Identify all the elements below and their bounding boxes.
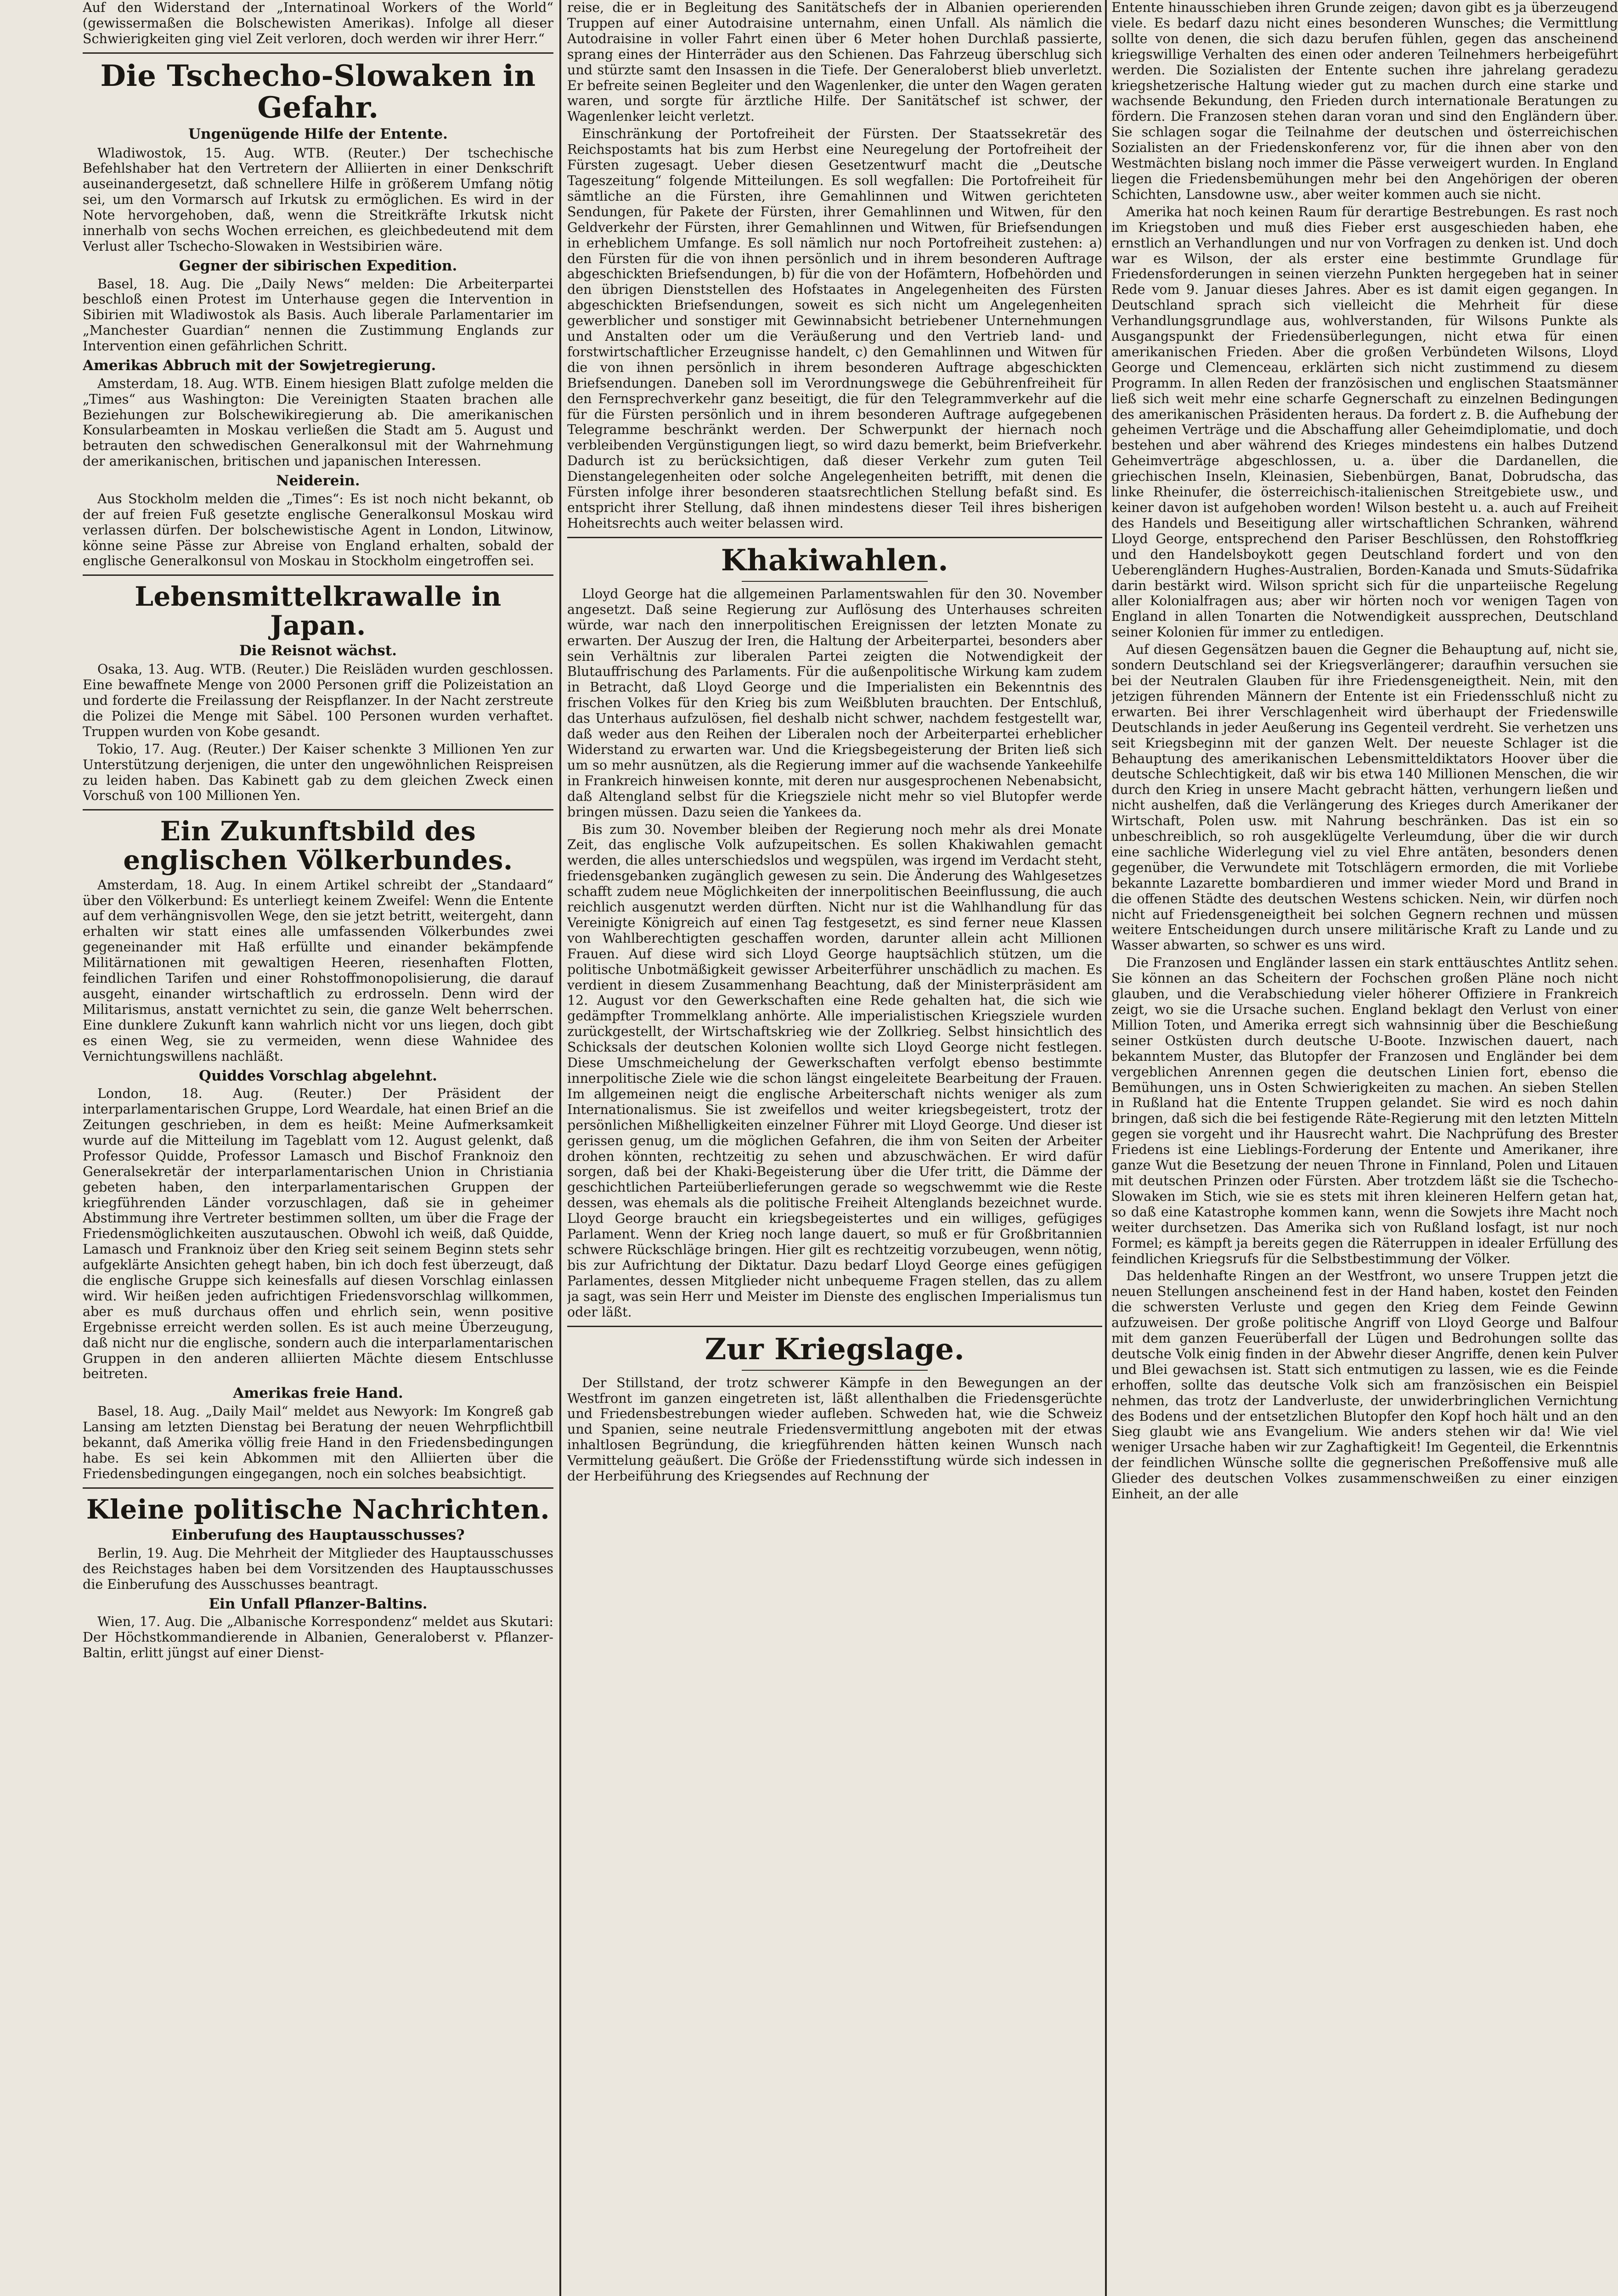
article-subtitle: Die Reisnot wächst. (239, 642, 397, 659)
article-title: Ein Zukunftsbild des englischen Völkerbundes. (123, 816, 513, 876)
article-paragraph: Das heldenhafte Ringen an der Westfront, wo unsere Truppen jetzt die neuen Stellungen anscheinend fest in der Hand haben, kostet den Feinden die schwersten Verluste und gegen den Krieg dem Feinde Gewinn aufzuweisen. Der große politische Angriff von Lloyd George und Balfour mit dem ganzen Feuerüberfall der Lügen und Bedrohungen sollte das deutsche Volk einig finden in der Abwehr dieser Angriffe, denen kein Pulver und Blei gewachsen ist. Statt sich entmutigen zu lassen, wie es die Feinde erhoffen, sollte das deutsche Volk sich am französischen ein Beispiel nehmen, das trotz der Landverluste, der unwiderbringlichen Vernichtung des Bodens und der entsetzlichen Blutopfer den Kopf hoch hält und an den Sieg glaubt wie ans Evangelium. Wie anders stehen wir da! Wie viel weniger Ursache haben wir zur Zaghaftigkeit! Im Gegenteil, die Erkenntnis der feindlichen Wünsche sollte die gegnerischen Preßoffensive muß alle Glieder des deutschen Volkes zusammenschweißen zu einer einzigen Einheit, an der alle (1111, 1268, 1618, 1502)
article-paragraph: Amerika hat noch keinen Raum für derartige Bestrebungen. Es rast noch im Kriegstoben und muß dies Fieber erst ausgeschieden haben, ehe ernstlich an Verhandlungen und nur von Vorfragen zu denken ist. Und doch war es Wilson, der als erster eine bestimmte Grundlage für Friedensforderungen in seinen vierzehn Punkten hergegeben hat in seiner Rede vom 9. Januar dieses Jahres. Aber es ist damit eigen gegangen. In Deutschland sprach sich vielleicht die Mehrheit für diese Verhandlungsgrundlage aus, wohlverstanden, für Wilsons Punkte als Ausgangspunkt der Friedensüberlegungen, nicht etwa für einen amerikanischen Frieden. Aber die großen Verbündeten Wilsons, Lloyd George und Clemenceau, erklärten sich nicht zustimmend zu diesem Programm. In allen Reden der französischen und englischen Staatsmänner ließ sich weit mehr eine scharfe Gegnerschaft zu einzelnen Bedingungen des amerikanischen Präsidenten heraus. Da fordert z. B. die Aufhebung der geheimen Verträge und die Abschaffung aller Geheimdiplomatie, und doch bestehen und aber während des Krieges mindestens ein halbes Dutzend Geheimverträge abgeschlossen, u. a. über die Dardanellen, die griechischen Inseln, Kleinasien, Siebenbürgen, Banat, Dobrudscha, das linke Rheinufer, die österreichisch-italienischen Streitgebiete usw., und keiner davon ist aufgehoben worden! Wilson besteht u. a. auch auf Freiheit des Handels und Beseitigung aller wirtschaftlichen Schranken, während Lloyd George, entsprechend den Pariser Beschlüssen, den Rohstoffkrieg und den Handelsboykott gegen Deutschland fordert und von den Ueberengländern Hughes-Australien, Borden-Kanada und Smuts-Südafrika darin bestärkt wird. Wilson spricht sich für die unparteiische Regelung aller Kolonialfragen aus; aber wir hörten noch vor wenigen Tagen von England in allen Tonarten die Notwendigkeit aussprechen, Deutschland seiner Kolonien für immer zu entledigen. (1111, 204, 1618, 640)
article-title: Die Tschecho-Slowaken in Gefahr. (100, 58, 536, 125)
divider (83, 1487, 553, 1489)
section-heading: Gegner der sibirischen Expedition. (179, 257, 457, 274)
article-subtitle: Ungenügende Hilfe der Entente. (188, 125, 448, 142)
column-left (83, 0, 553, 2296)
article-paragraph: Aus Stockholm melden die „Times“: Es ist noch nicht bekannt, ob der auf freien Fuß gesetzte englische Generalkonsul Moskau wird verlassen dürfen. Der bolschewistische Agent in London, Litwinow, könne seine Pässe zur Abreise von England erhalten, sobald der englische Generalkonsul von Moskau in Stockholm eingetroffen sei. (83, 491, 553, 569)
article-paragraph: Die Franzosen und Engländer lassen ein stark enttäuschtes Antlitz sehen. Sie können an das Scheitern der Fochschen großen Pläne noch nicht glauben, und die Verabschiedung vieler höherer Offiziere in Frankreich zeigt, wo sie die Ursache suchen. England beklagt den Verlust von einer Million Toten, und Amerika erregt sich wahnsinnig über die Beschießung seiner Ostküsten durch deutsche U-Boote. Inzwischen dauert, nach bekanntem Muster, das Blutopfer der Franzosen und Engländer bei dem vergeblichen Anrennen gegen die deutschen Linien fort, ebenso die Bemühungen, uns in Osten Schwierigkeiten zu machen. An sieben Stellen in Rußland hat die Entente Truppen gelandet. Sie wird es noch dahin bringen, daß sich die bei festigende Räte-Regierung mit den letzten Mitteln gegen sie vorgeht und ihr Hausrecht wahrt. Die Nachprüfung des Brester Friedens ist eine Lieblings-Forderung der Entente und Amerikaner, ihre ganze Wut die Besetzung der neuen Throne in Finnland, Polen und Litauen mit deutschen Prinzen oder Fürsten. Aber trotzdem läßt sie die Tschecho-Slowaken im Stich, wie sie es stets mit ihren kleineren Helfern getan hat, so daß eine Katastrophe kommen kann, wenn die Sowjets ihre Macht noch weiter durchsetzen. Das Amerika sich von Rußland losfagt, ist nur noch Formel; es kämpft ja bereits gegen die Räterruppen in idealer Erfüllung des feindlichen Kriegsrufs für die Selbstbestimmung der Völker. (1111, 955, 1618, 1266)
divider (83, 809, 553, 810)
article-japan (83, 582, 553, 804)
article-paragraph: Amsterdam, 18. Aug. In einem Artikel schreibt der „Standaard“ über den Völkerbund: Es unterliegt keinem Zweifel: Wenn die Entente auf dem verhängnisvollen Wege, den sie jetzt betritt, weitergeht, dann erhalten wir statt eines alle umfassenden Völkerbundes zwei gegeneinander mit Haß erfüllte und einander bekämpfende Militärnationen mit gewaltigen Heeren, riesenhaften Flotten, feindlichen Tarifen und einer Rohstoffmonopolisierung, die darauf ausgeht, einander wirtschaftlich zu erdrosseln. Denn wird der Militarismus, anstatt vernichtet zu sein, die ganze Welt beherrschen. Eine dunklere Zukunft kann wahrlich nicht vor uns liegen, doch gibt es einen Weg, sie zu vermeiden, wenn diese Wahnidee des Vernichtungswillens nachläßt. (83, 877, 553, 1064)
article-paragraph: Tokio, 17. Aug. (Reuter.) Der Kaiser schenkte 3 Millionen Yen zur Unterstützung derjenigen, die unter den ungewöhnlichen Reispreisen zu leiden haben. Das Kabinett gab zu dem gleichen Zweck einen Vorschuß von 100 Millionen Yen. (83, 741, 553, 804)
column-rule (559, 0, 561, 2296)
article-war (567, 1334, 1102, 1484)
article-paragraph: Lloyd George hat die allgemeinen Parlamentswahlen für den 30. November angesetzt. Daß seine Regierung zur Auflösung des Unterhauses schreiten würde, war nach den innerpolitischen Ereignissen der letzten Monate zu erwarten. Der Auszug der Iren, die Haltung der Arbeiterpartei, besonders aber sein Verhältnis zur liberalen Partei zeigten die Notwendigkeit der Blutauffrischung des Parlaments. Für die außenpolitische Wirkung kam zudem in Betracht, daß Lloyd George und die Imperialisten ein Bekenntnis des frischen Volkes für den Krieg bis zum Weißbluten brauchten. Der Entschluß, das Unterhaus aufzulösen, fiel deshalb nicht schwer, nachdem festgestellt war, daß weder aus den Reihen der Liberalen noch der Arbeiterpartei erheblicher Widerstand zu erwarten war. Und die Kriegsbegeisterung der Briten ließ sich um so mehr ausnützen, als die Regierung immer auf die wachsende Yankeehilfe in Frankreich hinweisen konnte, mit deren nur ausgesprochenen Nebenabsicht, daß Altengland selbst für die Kriegsziele nicht mehr so viel Blutopfer werde bringen müssen. Dazu seien die Yankees da. (567, 586, 1102, 820)
article-czech (83, 60, 553, 569)
article-paragraph: Einschränkung der Portofreiheit der Fürsten. Der Staatssekretär des Reichspostamts hat bis zum Herbst eine Neuregelung der Portofreiheit der Fürsten zugesagt. Ueber diesen Gesetzentwurf macht die „Deutsche Tageszeitung“ folgende Mitteilungen. Es soll wegfallen: Die Portofreiheit für sämtliche an die Fürsten, ihre Gemahlinnen und Witwen gerichteten Sendungen, für Pakete der Fürsten, ihrer Gemahlinnen und Witwen, für den Geldverkehr der Fürsten, ihrer Gemahlinnen und Witwen, für Briefsendungen in erheblichem Umfange. Es soll nämlich nur noch Portofreiheit zustehen: a) den Fürsten für die von ihnen persönlich und in ihrem besonderen Auftrage abgeschickten Briefsendungen, b) für die von der Hofämtern, Hofbehörden und den übrigen Dienststellen des Hofstaates in Angelegenheiten des Fürsten abgeschickten Briefsendungen, soweit es sich nicht um Angelegenheiten gewerblicher und sonstiger mit Gewinnabsicht betriebener Unternehmungen und Anstalten oder um die Veräußerung und den Vertrieb land- und forstwirtschaftlicher Erzeugnisse handelt, c) den Gemahlinnen und Witwen für die von ihnen persönlich in ihrem besonderen Auftrage abgeschickten Briefsendungen. Daneben soll im Verordnungswege die Gebührenfreiheit für den Fernsprechverkehr ganz beseitigt, die für den Telegrammverkehr auf die für die Fürsten persönlich und in ihrem besonderen Auftrage aufgegebenen Telegramme beschränkt werden. Der Schwerpunkt der hiernach noch verbleibenden Vergünstigungen liegt, so wird dazu bemerkt, beim Briefverkehr. Dadurch ist zu berücksichtigen, daß dieser Verkehr zum guten Teil Dienstangelegenheiten oder solche Angelegenheiten betrifft, mit denen die Fürsten infolge ihrer besonderen staatsrechtlichen Stellung befaßt sind. Es entspricht ihrer Stellung, daß ihnen mindestens dieser Teil ihres bisherigen Hoheitsrechts auch weiter belassen wird. (567, 126, 1102, 531)
divider (742, 1370, 928, 1371)
intro-text: Auf den Widerstand der „Internatinoal Workers of the World“ (gewissermaßen die Bolschewisten Amerikas). Infolge all dieser Schwierigkeiten ging viel Zeit verloren, doch werden wir ihrer Herr.“ (83, 0, 553, 46)
divider (742, 581, 928, 582)
divider (567, 537, 1102, 538)
article-paragraph: Bis zum 30. November bleiben der Regierung noch mehr als drei Monate Zeit, das englische Volk aufzupeitschen. Es sollen Khakiwahlen gemacht werden, die alles unterschiedslos und wegspülen, was irgend im Verdacht steht, friedensgebanken zugänglich gewesen zu sein. Die Änderung des Wahlgesetzes schafft zudem neue Möglichkeiten der innerpolitischen Beeinflussung, die auch reichlich ausgenutzt werden dürften. Nicht nur ist die Wahlhandlung für das Vereinigte Königreich auf einen Tag festgesetzt, es sind ferner neue Klassen von Wahlberechtigten geschaffen worden, darunter allein acht Millionen Frauen. Auf diese wird sich Lloyd George hauptsächlich stützen, um die politische Unbotmäßigkeit gewisser Arbeiterführer unschädlich zu machen. Es verdient in diesem Zusammenhang Beachtung, daß der Ministerpräsident am 12. August vor den Gewerkschaften eine Rede gehalten hat, die sich wie gedämpfter Trommelklang anhörte. Alle imperialistischen Kriegsziele wurden zurückgestellt, der Wirtschaftskrieg wie der Zollkrieg. Selbst hinsichtlich des Schicksals der deutschen Kolonien wollte sich Lloyd George nicht festlegen. Diese Umschmeichelung der Gewerkschaften verfolgt ebenso bestimmte innerpolitische Ziele wie die schon längst eingeleitete Bearbeitung der Frauen. Im allgemeinen neigt die englische Arbeiterschaft nichts weniger als zum Internationalismus. Sie ist zweifellos und weiter kriegsbegeistert, trotz der persönlichen Mißhelligkeiten einzelner Führer mit Lloyd George. Und dieser ist gerissen genug, um die möglichen Gefahren, die ihm von Seiten der Arbeiter drohen könnten, rechtzeitig zu sehen und abzuschwächen. Er wird dafür sorgen, daß bei der Khaki-Begeisterung über die Ufer tritt, die Dämme der geschichtlichen Parteiüberlieferungen gerade so wegschwemmt wie die Reste dessen, was ehemals als die politische Freiheit Altenglands bezeichnet wurde. Lloyd George braucht ein kriegsbegeistertes und ein williges, gefügiges Parlament. Wenn der Krieg noch lange dauert, so muß er für Großbritannien schwere Rückschläge bringen. Hier gilt es rechtzeitig vorzubeugen, wenn nötig, bis zur Aufrichtung der Diktatur. Dazu bedarf Lloyd George eines gefügigen Parlamentes, dessen Mitglieder nicht unbequeme Fragen stellen, das zu allem ja sagt, was sein Herr und Meister im Dienste des englischen Imperialismus tun oder läßt. (567, 822, 1102, 1320)
column-rule (1105, 0, 1107, 2296)
divider (83, 52, 553, 54)
article-title: Lebensmittelkrawalle in Japan. (135, 581, 502, 641)
article-title: Zur Kriegslage. (705, 1332, 965, 1367)
article-paragraph: Basel, 18. Aug. Die „Daily News“ melden: Die Arbeiterpartei beschloß einen Protest im Unterhause gegen die Intervention in Sibirien mit Wladiwostok als Basis. Auch liberale Parlamentarier im „Manchester Guardian“ nennen die Zustimmung Englands zur Intervention einen gefährlichen Schritt. (83, 276, 553, 354)
article-paragraph: Osaka, 13. Aug. WTB. (Reuter.) Die Reisläden wurden geschlossen. Eine bewaffnete Menge von 2000 Personen griff die Polizeistation an und forderte die Freilassung der Reispflanzer. In der Nacht zerstreute die Polizei die Menge mit Säbel. 100 Personen wurden verhaftet. Truppen wurden von Kobe gesandt. (83, 662, 553, 739)
article-paragraph: Entente hinausschieben ihren Grunde zeigen; davon gibt es ja überzeugend viele. Es bedarf dazu nicht eines besonderen Wunsches; die Vermittlung sollte von denen, die sich dazu berufen fühlen, gegen das anscheinend kriegswillige Verhalten des einen oder anderen Teilnehmers herbeigeführt werden. Die Sozialisten der Entente suchen ihre jahrelang geradezu kriegshetzerische Haltung wieder gut zu machen durch eine starke und wachsende Bekundung, den Frieden durch internationale Beratungen zu fördern. Die Franzosen stehen daran voran und sind den Engländern über. Sie schlagen sogar die Teilnahme der deutschen und österreichischen Sozialisten an der Friedenskonferenz vor, für die ihnen aber von den Westmächten bislang noch immer die Pässe verweigert wurden. In England liegen die Friedensbemühungen mehr bei den Angehörigen der oberen Schichten, Lansdowne usw., aber weiter kommen auch sie nicht. (1111, 0, 1618, 202)
article-title: Kleine politische Nachrichten. (86, 1493, 550, 1525)
article-paragraph: London, 18. Aug. (Reuter.) Der Präsident der interparlamentarischen Gruppe, Lord Weardale, hat einen Brief an die Zeitungen geschrieben, in dem es heißt: Meine Aufmerksamkeit wurde auf die Mitteilung im Tageblatt vom 12. August gelenkt, daß Professor Quidde, Professor Lamasch und Bischof Franknoiz den Generalsekretär der interparlamentarischen Union in Christiania gebeten haben, den interparlamentarischen Gruppen der kriegführenden Länder vorzuschlagen, daß sie in geheimer Abstimmung ihre Vertreter bestimmen sollten, um über die Frage der Friedensmöglichkeiten auszutauschen. Obwohl ich weiß, daß Quidde, Lamasch und Franknoiz über den Krieg seit seinem Beginn stets sehr aufgeklärte Ansichten gehegt haben, bin ich doch fest überzeugt, daß die englische Gruppe sich keinesfalls auf diesen Vorschlag einlassen wird. Wir heißen jeden aufrichtigen Friedensvorschlag willkommen, aber es muß durchaus offen und ehrlich sein, wenn positive Ergebnisse erreicht werden sollen. Es ist auch meine Überzeugung, daß nicht nur die englische, sondern auch die interparlamentarischen Gruppen in den anderen alliierten Mächte diesem Entschlusse beitreten. (83, 1086, 553, 1382)
divider (567, 1326, 1102, 1327)
column-right (1111, 0, 1618, 2296)
divider (83, 574, 553, 576)
article-politics (83, 1495, 553, 1661)
article-paragraph: Der Stillstand, der trotz schwerer Kämpfe in den Bewegungen an der Westfront im ganzen eingetreten ist, läßt allenthalben die Friedensgerüchte und Friedensbestrebungen wieder aufleben. Schweden hat, wie die Schweiz und Spanien, seine neutrale Friedensvermittlung angeboten mit der etwas inhaltlosen Begründung, die kriegführenden hätten keinen Wunsch nach Vermittelung geäußert. Die Größe der Friedensstiftung würde sich indessen in der Herbeiführung des Kriegsendes auf Rechnung der (567, 1375, 1102, 1484)
article-paragraph: Berlin, 19. Aug. Die Mehrheit der Mitglieder des Hauptausschusses des Reichstages haben bei dem Vorsitzenden des Hauptausschusses die Einberufung des Ausschusses beantragt. (83, 1545, 553, 1592)
article-paragraph: Auf diesen Gegensätzen bauen die Gegner die Behauptung auf, nicht sie, sondern Deutschland sei der Kriegsverlängerer; daraufhin versuchen sie bei der Neutralen Glauben für ihre Friedensgeneigtheit. Nein, mit den jetzigen führenden Männern der Entente ist ein Friedensschluß nicht zu erwarten. Bei ihrer Verschlagenheit wird überhaupt der Friedenswille Deutschlands in jeder Aeußerung ins Gegenteil verdreht. Sie verhetzen uns seit Kriegsbeginn mit der ganzen Welt. Der neueste Schlager ist die Behauptung des amerikanischen Lebensmitteldiktators Hoover über die deutsche Schlechtigkeit, daß wir bis etwa 140 Millionen Menschen, die wir durch den Krieg in unsere Macht gebracht hätten, verhungern ließen und nicht aushelfen, daß die Verlängerung des Krieges durch Amerikaner der Wirtschaft, Polen usw. mit Nahrung beschränken. Das ist ein so unbeschreiblich, so roh ausgeklügelte Verleumdung, über die wir durch eine sachliche Widerlegung viel zu viel Ehre antäten, besonders denen gegenüber, die Verwundete mit Totschlägern ermorden, die mit Vorliebe bekannte Lazarette bombardieren und immer wieder Mord und Brand in die offenen Städte des deutschen Westens schicken. Nein, wir dürfen noch nicht auf Friedensgeneigtheit bei solchen Gegnern rechnen und müssen weitere Entscheidungen durch unsere militärische Kraft zu Lande und zu Wasser abwarten, so schwer es uns wird. (1111, 642, 1618, 953)
section-heading: Einberufung des Hauptausschusses? (171, 1527, 465, 1544)
article-khaki (567, 545, 1102, 1320)
section-heading: Amerikas freie Hand. (233, 1385, 403, 1402)
article-paragraph: reise, die er in Begleitung des Sanitätschefs der in Albanien operierenden Truppen auf einer Autodraisine unternahm, einen Unfall. Als nämlich die Autodraisine in voller Fahrt einen über 6 Meter hohen Durchlaß passierte, sprang eines der Hinterräder aus den Schienen. Das Fahrzeug überschlug sich und stürzte samt den Insassen in die Tiefe. Der Generaloberst blieb unverletzt. Er befreite seinen Begleiter und den Wagenlenker, die unter den Wagen geraten waren, und sorgte für ärztliche Hilfe. Der Sanitätschef ist schwer, der Wagenlenker leicht verletzt. (567, 0, 1102, 124)
article-paragraph: Wien, 17. Aug. Die „Albanische Korrespondenz“ meldet aus Skutari: Der Höchstkommandierende in Albanien, Generaloberst v. Pflanzer-Baltin, erlitt jüngst auf einer Dienst- (83, 1614, 553, 1660)
column-middle (567, 0, 1102, 2296)
section-heading: Quiddes Vorschlag abgelehnt. (199, 1067, 437, 1084)
section-heading: Neiderein. (276, 473, 360, 490)
article-paragraph: Wladiwostok, 15. Aug. WTB. (Reuter.) Der tschechische Befehlshaber hat den Vertretern der Alliierten in einer Denkschrift auseinandergesetzt, daß schnellere Hilfe in größerem Umfang nötig sei, um den Vormarsch auf Irkutsk zu ermöglichen. Es wird in der Note hervorgehoben, daß, wenn die Streitkräfte Irkutsk nicht innerhalb von sechs Wochen erreichen, es gleichbedeutend mit dem Verlust aller Tschecho-Slowaken in Westsibirien wäre. (83, 145, 553, 254)
article-title: Khakiwahlen. (721, 543, 949, 578)
article-paragraph: Amsterdam, 18. Aug. WTB. Einem hiesigen Blatt zufolge melden die „Times“ aus Washington: Die Vereinigten Staaten brachen alle Beziehungen zur Bolschewikiregierung ab. Die amerikanischen Konsularbeamten in Moskau verließen die Stadt am 5. August und betrauten den schwedischen Generalkonsul mit der Wahrnehmung der amerikanischen, britischen und japanischen Interessen. (83, 376, 553, 469)
article-league (83, 817, 553, 1481)
section-heading: Amerikas Abbruch mit der Sowjetregierung. (83, 357, 436, 374)
article-paragraph: Basel, 18. Aug. „Daily Mail“ meldet aus Newyork: Im Kongreß gab Lansing am letzten Dienstag bei Beratung der neuen Wehrpflichtbill bekannt, daß Amerika völlig freie Hand in den Friedensbedingungen habe. Es sei kein Abkommen mit den Alliierten über die Friedensbedingungen eingegangen, noch ein solches beabsichtigt. (83, 1404, 553, 1481)
section-heading: Ein Unfall Pflanzer-Baltins. (209, 1595, 428, 1612)
